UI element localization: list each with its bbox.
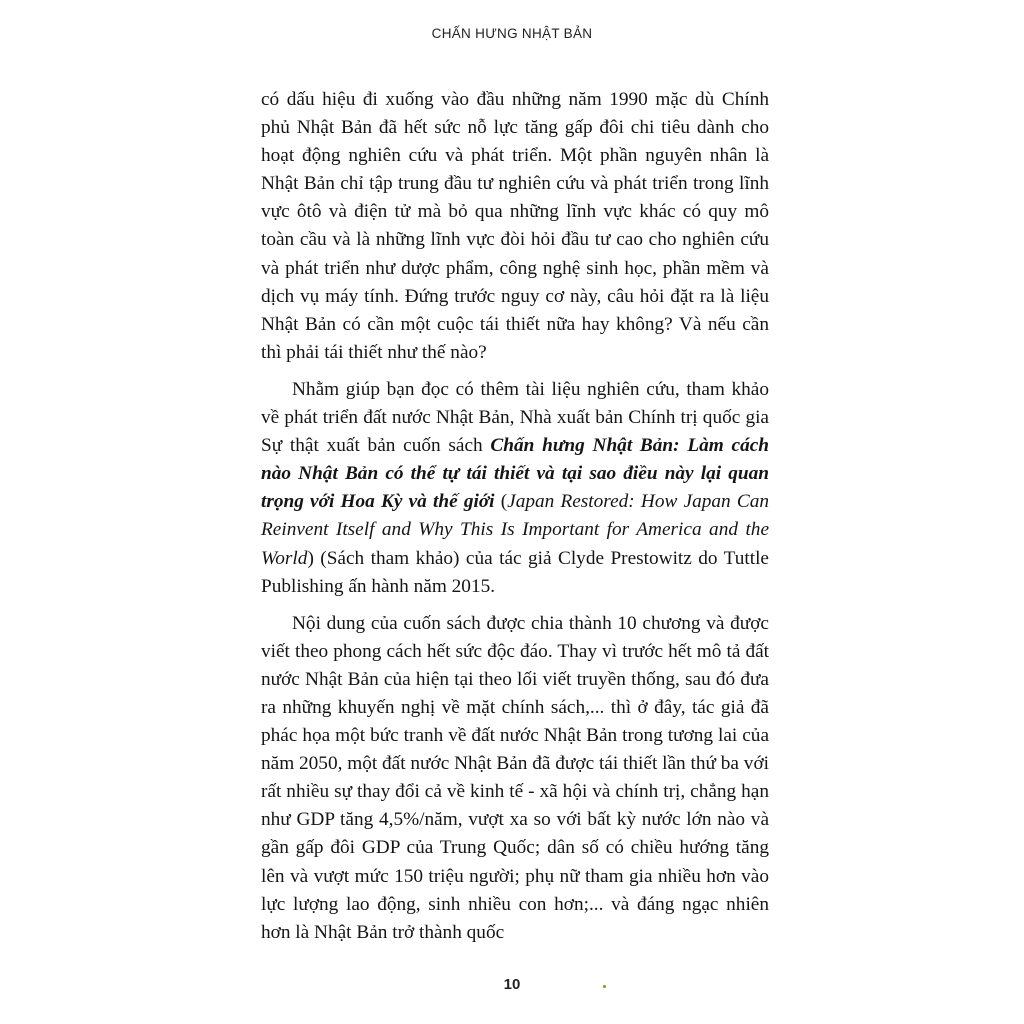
page-number: 10 <box>503 976 521 993</box>
body-text <box>261 86 769 947</box>
running-header: CHẤN HƯNG NHẬT BẢN <box>431 26 593 41</box>
paragraph-3: Nội dung của cuốn sách được chia thành 10 chương và được viết theo phong cách hết sức độc đáo. Thay vì trước hết mô tả đất nước Nhật Bản của hiện tại theo lối viết truyền thống, sau đó đưa ra những khuyến nghị về mặt chính sách,... thì ở đây, tác giả đã phác họa một bức tranh về đất nước Nhật Bản trong tương lai của năm 2050, một đất nước Nhật Bản đã được tái thiết lần thứ ba với rất nhiều sự thay đổi cả về kinh tế - xã hội và chính trị, chẳng hạn như GDP tăng 4,5%/năm, vượt xa so với bất kỳ nước lớn nào và gần gấp đôi GDP của Trung Quốc; dân số có chiều hướng tăng lên và vượt mức 150 triệu người; phụ nữ tham gia nhiều hơn vào lực lượng lao động, sinh nhiều con hơn;... và đáng ngạc nhiên hơn là Nhật Bản trở thành quốc <box>261 612 769 943</box>
print-speck <box>603 985 606 988</box>
book-title-vietnamese: Chấn hưng Nhật Bản: Làm cách nào Nhật Bản có thể tự tái thiết và tại sao điều này lại quan trọng với Hoa Kỳ và thế giới <box>261 435 769 513</box>
paragraph-2-outro: ) (Sách tham khảo) của tác giả Clyde Prestowitz do Tuttle Publishing ấn hành năm 2015. <box>261 547 769 597</box>
paragraph-1: có dấu hiệu đi xuống vào đầu những năm 1990 mặc dù Chính phủ Nhật Bản đã hết sức nỗ lực tăng gấp đôi chi tiêu dành cho hoạt động nghiên cứu và phát triển. Một phần nguyên nhân là Nhật Bản chỉ tập trung đầu tư nghiên cứu và phát triển trong lĩnh vực ôtô và điện tử mà bỏ qua những lĩnh vực khác có quy mô toàn cầu và là những lĩnh vực đòi hỏi đầu tư cao cho nghiên cứu và phát triển như dược phẩm, công nghệ sinh học, phần mềm và dịch vụ máy tính. Đứng trước nguy cơ này, câu hỏi đặt ra là liệu Nhật Bản có cần một cuộc tái thiết nữa hay không? Và nếu cần thì phải tái thiết như thế nào? <box>261 89 769 363</box>
paragraph-2-intro: Nhằm giúp bạn đọc có thêm tài liệu nghiên cứu, tham khảo về phát triển đất nước Nhật Bản, Nhà xuất bản Chính trị quốc gia Sự thật xuất bản cuốn sách <box>261 378 769 457</box>
paren-open: ( <box>494 491 508 513</box>
book-title-english: Japan Restored: How Japan Can Reinvent Itself and Why This Is Important for America and the World <box>261 491 769 569</box>
paragraph-2 <box>261 376 769 601</box>
